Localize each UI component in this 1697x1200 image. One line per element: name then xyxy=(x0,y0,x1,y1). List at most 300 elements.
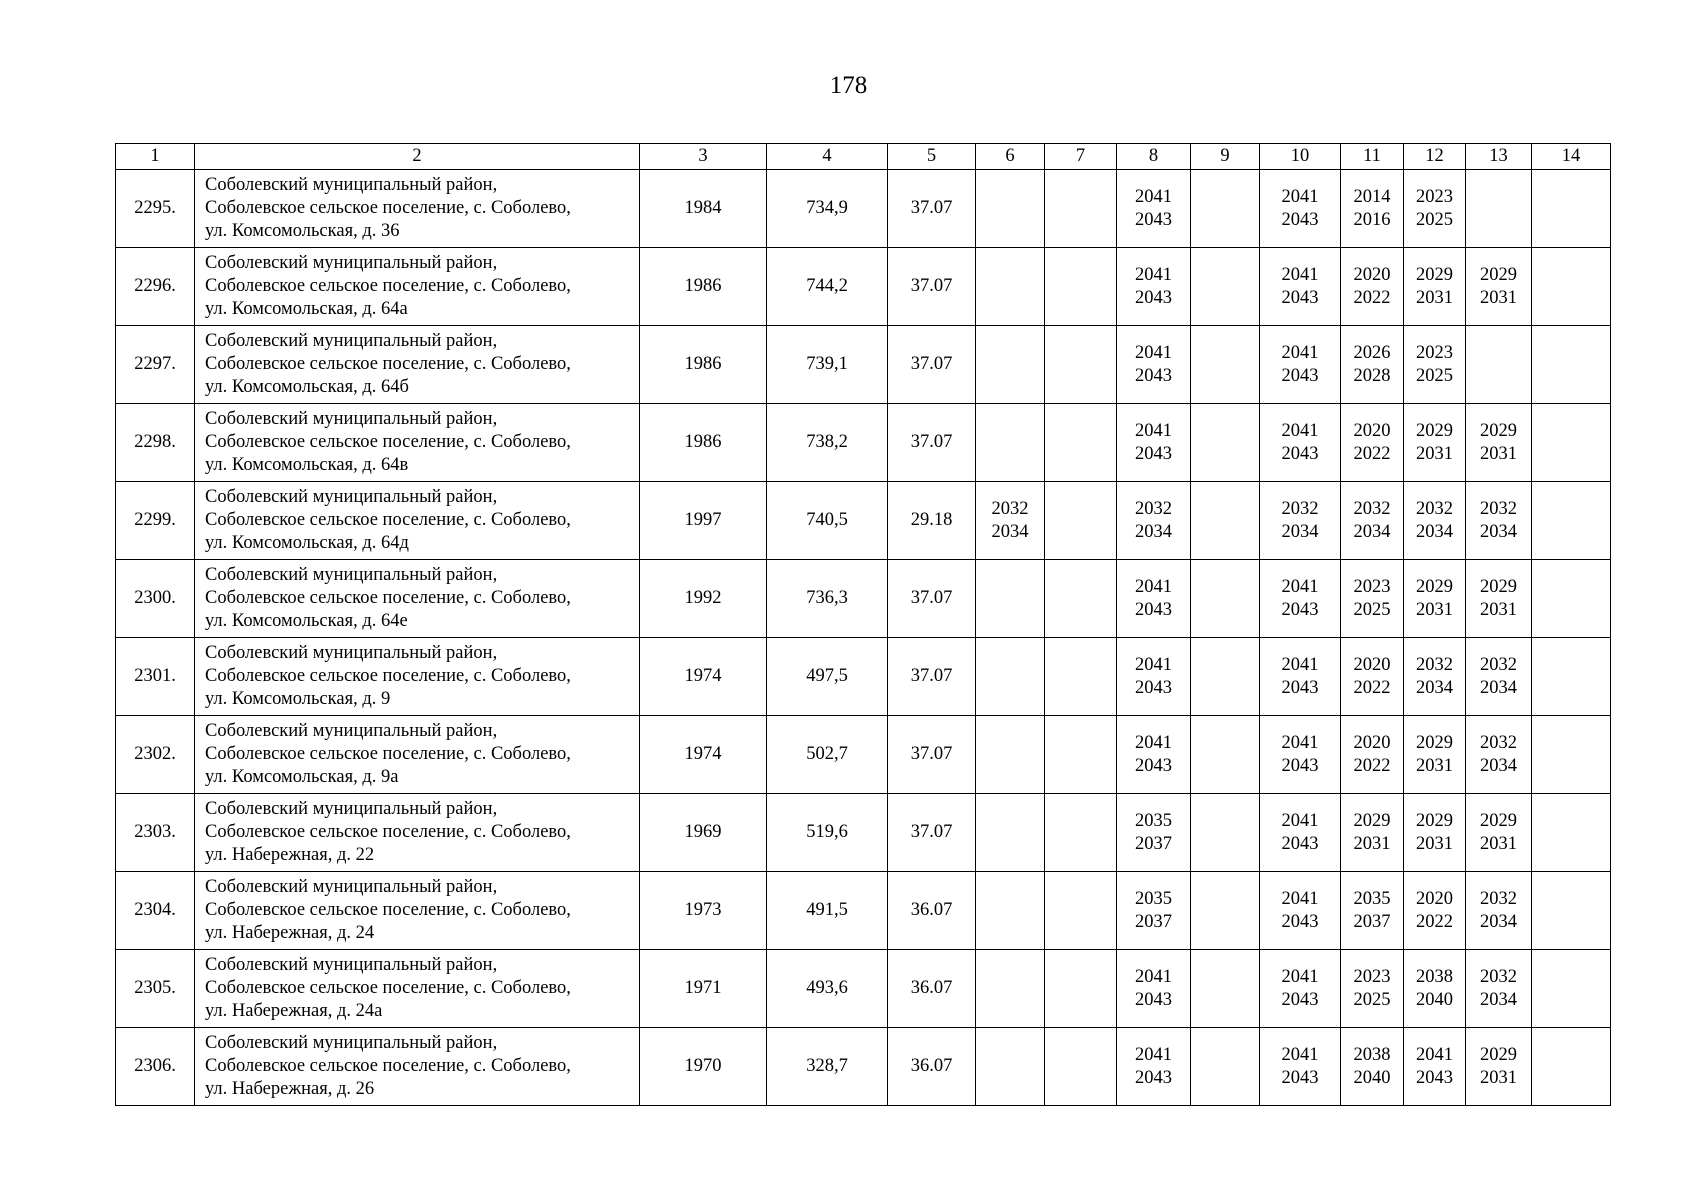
address-line: ул. Набережная, д. 26 xyxy=(205,1079,375,1099)
area-cell: 740,5 xyxy=(767,482,888,560)
period-cell-c10 xyxy=(1260,326,1341,404)
period-cell-c13 xyxy=(1466,326,1532,404)
period-cell-c12 xyxy=(1404,794,1466,872)
period-cell-c10 xyxy=(1260,248,1341,326)
period-start: 2041 xyxy=(1135,264,1172,285)
column-header: 11 xyxy=(1341,144,1404,170)
period-end: 2043 xyxy=(1135,677,1172,698)
period-start: 2041 xyxy=(1281,342,1319,363)
period-end: 2040 xyxy=(1416,989,1453,1010)
period-cell-c9 xyxy=(1191,560,1260,638)
period-cell-c9 xyxy=(1191,326,1260,404)
address-line: Соболевское сельское поселение, с. Соболево, xyxy=(205,588,571,608)
address-cell xyxy=(195,170,640,248)
period-cell-c7 xyxy=(1045,794,1117,872)
period-end: 2034 xyxy=(1480,755,1517,776)
address-cell xyxy=(195,482,640,560)
period-end: 2031 xyxy=(1416,287,1453,308)
period-cell-c6 xyxy=(976,326,1045,404)
address-cell xyxy=(195,872,640,950)
address-line: Соболевское сельское поселение, с. Соболево, xyxy=(205,510,571,530)
period-end: 2034 xyxy=(1353,521,1391,542)
period-cell-c9 xyxy=(1191,1028,1260,1106)
period-cell-c13 xyxy=(1466,404,1532,482)
period-end: 2043 xyxy=(1281,1067,1319,1088)
year-built-cell: 1986 xyxy=(640,404,767,482)
period-end: 2022 xyxy=(1353,287,1391,308)
period-cell-c11 xyxy=(1341,482,1404,560)
period-cell-c9 xyxy=(1191,482,1260,560)
area-cell: 328,7 xyxy=(767,1028,888,1106)
period-end: 2043 xyxy=(1281,677,1319,698)
address-cell xyxy=(195,638,640,716)
period-cell-c12 xyxy=(1404,716,1466,794)
period-cell-c14 xyxy=(1532,794,1611,872)
page-number: 178 xyxy=(829,72,868,99)
period-end: 2043 xyxy=(1281,911,1319,932)
row-number-cell: 2306. xyxy=(116,1028,195,1106)
year-built-cell: 1974 xyxy=(640,716,767,794)
period-cell-c14 xyxy=(1532,950,1611,1028)
area-cell: 738,2 xyxy=(767,404,888,482)
period-end: 2043 xyxy=(1135,755,1172,776)
period-start: 2041 xyxy=(1281,810,1319,831)
period-start: 2041 xyxy=(1281,1044,1319,1065)
year-built-cell: 1992 xyxy=(640,560,767,638)
period-cell-c6 xyxy=(976,716,1045,794)
period-end: 2031 xyxy=(1416,443,1453,464)
period-end: 2022 xyxy=(1353,677,1391,698)
period-cell-c14 xyxy=(1532,326,1611,404)
column-header: 4 xyxy=(767,144,888,170)
period-cell-c12 xyxy=(1404,404,1466,482)
period-cell-c14 xyxy=(1532,872,1611,950)
period-cell-c11 xyxy=(1341,1028,1404,1106)
period-start: 2032 xyxy=(1416,498,1453,519)
period-start: 2032 xyxy=(1353,498,1391,519)
wear-cell: 37.07 xyxy=(888,794,976,872)
period-end: 2043 xyxy=(1135,599,1172,620)
period-start: 2032 xyxy=(1416,654,1453,675)
period-end: 2043 xyxy=(1135,989,1172,1010)
period-cell-c6 xyxy=(976,170,1045,248)
period-end: 2043 xyxy=(1135,209,1172,230)
address-line: ул. Набережная, д. 24а xyxy=(205,1001,383,1021)
period-cell-c13 xyxy=(1466,872,1532,950)
period-cell-c11 xyxy=(1341,638,1404,716)
wear-cell: 36.07 xyxy=(888,950,976,1028)
period-cell-c13 xyxy=(1466,482,1532,560)
period-end: 2043 xyxy=(1281,209,1319,230)
housing-register-table xyxy=(115,143,1611,1106)
period-start: 2041 xyxy=(1135,576,1172,597)
period-cell-c9 xyxy=(1191,248,1260,326)
address-cell xyxy=(195,404,640,482)
period-cell-c10 xyxy=(1260,950,1341,1028)
period-cell-c13 xyxy=(1466,248,1532,326)
period-end: 2043 xyxy=(1281,599,1319,620)
period-start: 2041 xyxy=(1281,888,1319,909)
period-start: 2041 xyxy=(1281,732,1319,753)
period-start: 2029 xyxy=(1416,420,1453,441)
period-start: 2041 xyxy=(1135,654,1172,675)
period-cell-c7 xyxy=(1045,482,1117,560)
address-line: Соболевское сельское поселение, с. Соболево, xyxy=(205,900,571,920)
period-cell-c10 xyxy=(1260,560,1341,638)
period-cell-c13 xyxy=(1466,1028,1532,1106)
period-end: 2025 xyxy=(1416,365,1453,386)
column-header: 13 xyxy=(1466,144,1532,170)
column-header: 5 xyxy=(888,144,976,170)
period-end: 2043 xyxy=(1416,1067,1453,1088)
address-cell xyxy=(195,1028,640,1106)
year-built-cell: 1997 xyxy=(640,482,767,560)
address-line: ул. Комсомольская, д. 64б xyxy=(205,377,409,397)
period-cell-c13 xyxy=(1466,560,1532,638)
wear-cell: 37.07 xyxy=(888,326,976,404)
address-line: Соболевский муниципальный район, xyxy=(205,175,498,195)
period-cell-c10 xyxy=(1260,794,1341,872)
period-start: 2035 xyxy=(1135,810,1172,831)
period-cell-c8 xyxy=(1117,950,1191,1028)
area-cell: 493,6 xyxy=(767,950,888,1028)
period-cell-c13 xyxy=(1466,170,1532,248)
period-cell-c11 xyxy=(1341,950,1404,1028)
period-cell-c10 xyxy=(1260,170,1341,248)
column-header: 6 xyxy=(976,144,1045,170)
period-start: 2032 xyxy=(1281,498,1319,519)
year-built-cell: 1973 xyxy=(640,872,767,950)
address-line: Соболевское сельское поселение, с. Соболево, xyxy=(205,744,571,764)
table-row xyxy=(116,794,1611,872)
address-line: ул. Комсомольская, д. 64а xyxy=(205,299,408,319)
period-end: 2043 xyxy=(1281,833,1319,854)
period-cell-c6 xyxy=(976,950,1045,1028)
period-start: 2032 xyxy=(991,498,1029,519)
period-start: 2020 xyxy=(1416,888,1453,909)
period-end: 2031 xyxy=(1480,287,1517,308)
table-row xyxy=(116,248,1611,326)
period-cell-c12 xyxy=(1404,638,1466,716)
column-header: 3 xyxy=(640,144,767,170)
address-line: Соболевское сельское поселение, с. Соболево, xyxy=(205,1056,571,1076)
period-cell-c9 xyxy=(1191,716,1260,794)
area-cell: 734,9 xyxy=(767,170,888,248)
period-end: 2034 xyxy=(1416,521,1453,542)
period-end: 2028 xyxy=(1353,365,1391,386)
period-cell-c11 xyxy=(1341,560,1404,638)
column-header: 2 xyxy=(195,144,640,170)
period-start: 2038 xyxy=(1353,1044,1391,1065)
period-cell-c11 xyxy=(1341,248,1404,326)
row-number-cell: 2300. xyxy=(116,560,195,638)
period-start: 2035 xyxy=(1353,888,1391,909)
period-end: 2037 xyxy=(1135,833,1172,854)
period-cell-c6 xyxy=(976,248,1045,326)
period-start: 2041 xyxy=(1135,732,1172,753)
row-number-cell: 2297. xyxy=(116,326,195,404)
period-start: 2032 xyxy=(1480,498,1517,519)
table-row xyxy=(116,404,1611,482)
column-header: 7 xyxy=(1045,144,1117,170)
wear-cell: 36.07 xyxy=(888,872,976,950)
year-built-cell: 1971 xyxy=(640,950,767,1028)
address-cell xyxy=(195,716,640,794)
period-end: 2031 xyxy=(1416,599,1453,620)
period-start: 2029 xyxy=(1480,1044,1517,1065)
period-start: 2041 xyxy=(1281,966,1319,987)
period-cell-c10 xyxy=(1260,638,1341,716)
period-cell-c7 xyxy=(1045,950,1117,1028)
period-start: 2041 xyxy=(1416,1044,1453,1065)
address-line: Соболевский муниципальный район, xyxy=(205,955,498,975)
period-start: 2029 xyxy=(1416,264,1453,285)
period-start: 2029 xyxy=(1480,420,1517,441)
period-cell-c8 xyxy=(1117,404,1191,482)
column-number-row xyxy=(116,144,1611,170)
table-row xyxy=(116,560,1611,638)
area-cell: 739,1 xyxy=(767,326,888,404)
period-start: 2041 xyxy=(1135,186,1172,207)
period-end: 2043 xyxy=(1281,287,1319,308)
period-cell-c9 xyxy=(1191,404,1260,482)
period-end: 2031 xyxy=(1480,443,1517,464)
period-end: 2031 xyxy=(1480,1067,1517,1088)
period-end: 2034 xyxy=(1480,989,1517,1010)
column-header: 1 xyxy=(116,144,195,170)
table-row xyxy=(116,950,1611,1028)
period-end: 2037 xyxy=(1135,911,1172,932)
wear-cell: 37.07 xyxy=(888,716,976,794)
period-cell-c14 xyxy=(1532,560,1611,638)
column-header: 12 xyxy=(1404,144,1466,170)
period-cell-c14 xyxy=(1532,404,1611,482)
period-end: 2037 xyxy=(1353,911,1391,932)
area-cell: 736,3 xyxy=(767,560,888,638)
period-start: 2020 xyxy=(1353,420,1391,441)
period-cell-c12 xyxy=(1404,326,1466,404)
period-cell-c8 xyxy=(1117,248,1191,326)
period-start: 2023 xyxy=(1416,342,1453,363)
address-line: Соболевское сельское поселение, с. Соболево, xyxy=(205,432,571,452)
period-start: 2041 xyxy=(1135,966,1172,987)
period-end: 2043 xyxy=(1281,989,1319,1010)
period-end: 2016 xyxy=(1353,209,1391,230)
period-start: 2041 xyxy=(1135,342,1172,363)
period-start: 2020 xyxy=(1353,264,1391,285)
address-line: Соболевское сельское поселение, с. Соболево, xyxy=(205,666,571,686)
row-number-cell: 2304. xyxy=(116,872,195,950)
address-line: Соболевский муниципальный район, xyxy=(205,799,498,819)
period-start: 2038 xyxy=(1416,966,1453,987)
period-end: 2034 xyxy=(1480,677,1517,698)
address-line: ул. Комсомольская, д. 64е xyxy=(205,611,408,631)
period-cell-c8 xyxy=(1117,560,1191,638)
period-start: 2032 xyxy=(1480,732,1517,753)
period-start: 2041 xyxy=(1281,420,1319,441)
table-row xyxy=(116,872,1611,950)
period-cell-c9 xyxy=(1191,872,1260,950)
period-cell-c11 xyxy=(1341,326,1404,404)
period-cell-c8 xyxy=(1117,170,1191,248)
period-cell-c7 xyxy=(1045,716,1117,794)
period-end: 2043 xyxy=(1135,443,1172,464)
column-header: 9 xyxy=(1191,144,1260,170)
period-end: 2025 xyxy=(1353,599,1391,620)
year-built-cell: 1969 xyxy=(640,794,767,872)
row-number-cell: 2302. xyxy=(116,716,195,794)
address-line: ул. Комсомольская, д. 64д xyxy=(205,533,409,553)
period-cell-c12 xyxy=(1404,872,1466,950)
period-cell-c8 xyxy=(1117,1028,1191,1106)
period-cell-c14 xyxy=(1532,248,1611,326)
address-line: Соболевский муниципальный район, xyxy=(205,565,498,585)
wear-cell: 37.07 xyxy=(888,638,976,716)
wear-cell: 36.07 xyxy=(888,1028,976,1106)
wear-cell: 29.18 xyxy=(888,482,976,560)
period-end: 2034 xyxy=(1480,911,1517,932)
period-cell-c9 xyxy=(1191,950,1260,1028)
period-cell-c13 xyxy=(1466,950,1532,1028)
period-end: 2040 xyxy=(1353,1067,1391,1088)
period-cell-c14 xyxy=(1532,1028,1611,1106)
period-cell-c10 xyxy=(1260,404,1341,482)
table-row xyxy=(116,716,1611,794)
area-cell: 519,6 xyxy=(767,794,888,872)
period-cell-c8 xyxy=(1117,638,1191,716)
period-start: 2029 xyxy=(1480,810,1517,831)
wear-cell: 37.07 xyxy=(888,248,976,326)
period-end: 2043 xyxy=(1135,365,1172,386)
period-start: 2029 xyxy=(1480,576,1517,597)
period-cell-c8 xyxy=(1117,482,1191,560)
period-cell-c14 xyxy=(1532,170,1611,248)
period-cell-c11 xyxy=(1341,170,1404,248)
period-cell-c12 xyxy=(1404,482,1466,560)
period-cell-c6 xyxy=(976,482,1045,560)
period-start: 2032 xyxy=(1135,498,1172,519)
wear-cell: 37.07 xyxy=(888,170,976,248)
year-built-cell: 1986 xyxy=(640,326,767,404)
period-start: 2020 xyxy=(1353,654,1391,675)
period-end: 2031 xyxy=(1480,833,1517,854)
period-start: 2032 xyxy=(1480,888,1517,909)
row-number-cell: 2301. xyxy=(116,638,195,716)
period-end: 2031 xyxy=(1416,755,1453,776)
period-end: 2022 xyxy=(1416,911,1453,932)
table-row xyxy=(116,170,1611,248)
period-cell-c10 xyxy=(1260,1028,1341,1106)
address-line: Соболевский муниципальный район, xyxy=(205,1033,498,1053)
address-cell xyxy=(195,560,640,638)
address-line: Соболевское сельское поселение, с. Соболево, xyxy=(205,354,571,374)
period-start: 2041 xyxy=(1281,186,1319,207)
period-cell-c12 xyxy=(1404,560,1466,638)
period-cell-c11 xyxy=(1341,794,1404,872)
period-start: 2029 xyxy=(1353,810,1391,831)
period-start: 2041 xyxy=(1281,654,1319,675)
table-body xyxy=(116,170,1611,1106)
period-cell-c13 xyxy=(1466,716,1532,794)
period-end: 2031 xyxy=(1353,833,1391,854)
period-start: 2041 xyxy=(1281,576,1319,597)
period-cell-c12 xyxy=(1404,1028,1466,1106)
period-cell-c7 xyxy=(1045,170,1117,248)
year-built-cell: 1984 xyxy=(640,170,767,248)
address-line: ул. Комсомольская, д. 64в xyxy=(205,455,409,475)
period-cell-c10 xyxy=(1260,482,1341,560)
period-end: 2031 xyxy=(1480,599,1517,620)
period-start: 2029 xyxy=(1480,264,1517,285)
period-cell-c7 xyxy=(1045,872,1117,950)
period-start: 2026 xyxy=(1353,342,1391,363)
column-header: 8 xyxy=(1117,144,1191,170)
period-start: 2023 xyxy=(1353,966,1391,987)
period-cell-c10 xyxy=(1260,872,1341,950)
period-cell-c8 xyxy=(1117,326,1191,404)
address-line: Соболевский муниципальный район, xyxy=(205,643,498,663)
area-cell: 491,5 xyxy=(767,872,888,950)
period-end: 2034 xyxy=(1135,521,1172,542)
period-end: 2025 xyxy=(1353,989,1391,1010)
period-cell-c8 xyxy=(1117,794,1191,872)
table-row xyxy=(116,326,1611,404)
row-number-cell: 2298. xyxy=(116,404,195,482)
period-cell-c7 xyxy=(1045,638,1117,716)
period-cell-c12 xyxy=(1404,170,1466,248)
address-line: ул. Набережная, д. 24 xyxy=(205,923,375,943)
area-cell: 502,7 xyxy=(767,716,888,794)
table-row xyxy=(116,1028,1611,1106)
period-end: 2043 xyxy=(1281,443,1319,464)
period-end: 2043 xyxy=(1281,755,1319,776)
period-end: 2022 xyxy=(1353,443,1391,464)
column-header: 10 xyxy=(1260,144,1341,170)
period-cell-c6 xyxy=(976,1028,1045,1106)
period-start: 2023 xyxy=(1416,186,1453,207)
period-cell-c11 xyxy=(1341,716,1404,794)
period-cell-c10 xyxy=(1260,716,1341,794)
address-line: Соболевский муниципальный район, xyxy=(205,331,498,351)
address-line: Соболевское сельское поселение, с. Соболево, xyxy=(205,276,571,296)
period-cell-c14 xyxy=(1532,482,1611,560)
period-cell-c14 xyxy=(1532,638,1611,716)
table-row xyxy=(116,482,1611,560)
period-start: 2014 xyxy=(1353,186,1391,207)
period-cell-c7 xyxy=(1045,404,1117,482)
period-end: 2034 xyxy=(1281,521,1319,542)
period-cell-c9 xyxy=(1191,638,1260,716)
period-start: 2041 xyxy=(1281,264,1319,285)
address-cell xyxy=(195,950,640,1028)
address-line: ул. Комсомольская, д. 36 xyxy=(205,221,400,241)
period-cell-c7 xyxy=(1045,1028,1117,1106)
period-end: 2022 xyxy=(1353,755,1391,776)
period-cell-c7 xyxy=(1045,248,1117,326)
period-cell-c7 xyxy=(1045,560,1117,638)
column-header: 14 xyxy=(1532,144,1611,170)
address-cell xyxy=(195,248,640,326)
period-start: 2029 xyxy=(1416,810,1453,831)
period-cell-c12 xyxy=(1404,950,1466,1028)
period-start: 2035 xyxy=(1135,888,1172,909)
period-cell-c12 xyxy=(1404,248,1466,326)
address-line: Соболевское сельское поселение, с. Соболево, xyxy=(205,198,571,218)
period-end: 2043 xyxy=(1281,365,1319,386)
period-end: 2034 xyxy=(1416,677,1453,698)
period-cell-c9 xyxy=(1191,794,1260,872)
period-cell-c6 xyxy=(976,638,1045,716)
